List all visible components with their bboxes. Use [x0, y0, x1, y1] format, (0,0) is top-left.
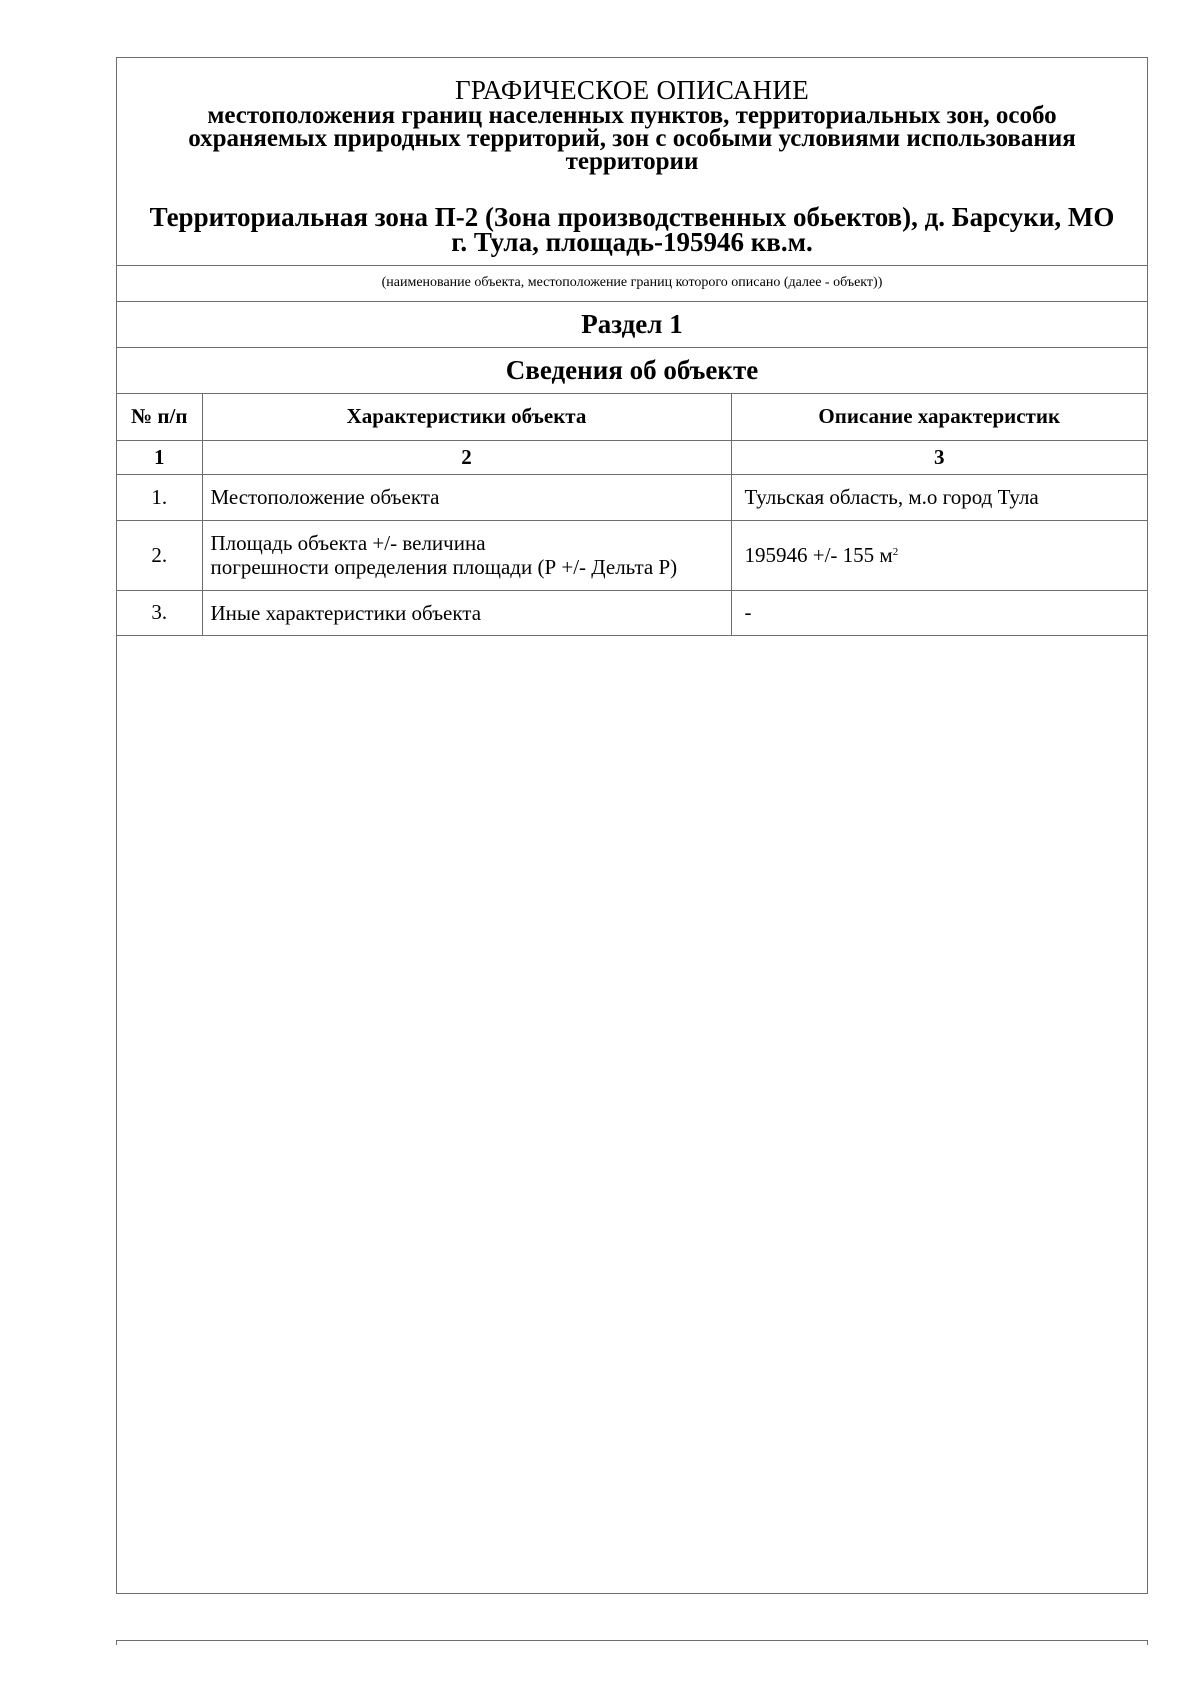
- footer-divider-tick: [116, 1640, 117, 1645]
- section-title: Сведения об объекте: [117, 348, 1147, 394]
- subtitle-line-3: территории: [565, 148, 699, 175]
- object-caption: (наименование объекта, местоположение границ которого описано (далее - объект)): [117, 266, 1147, 302]
- column-number-cell: 3: [731, 440, 1147, 474]
- area-value: 195946 +/- 155 м: [744, 542, 893, 567]
- object-info-table: [117, 394, 1147, 636]
- footer-divider-tick: [1147, 1640, 1148, 1645]
- table-row: [117, 590, 1147, 635]
- area-unit-exponent: 2: [892, 545, 899, 558]
- document-header: [117, 58, 1147, 266]
- row-number-cell: 2.: [117, 520, 202, 590]
- zone-name-line-2: г. Тула, площадь-195946 кв.м.: [451, 227, 813, 257]
- document-subtitle: [117, 104, 1147, 173]
- characteristic-line-2: погрешности определения площади (Р +/- Дельта Р): [210, 555, 678, 579]
- column-number-row: [117, 440, 1147, 474]
- subtitle-line-2: охраняемых природных территорий, зон с особыми условиями использования: [188, 125, 1076, 152]
- characteristic-cell: [202, 520, 731, 590]
- header-cell-description: Описание характеристик: [731, 394, 1147, 440]
- header-cell-characteristic: Характеристики объекта: [202, 394, 731, 440]
- row-number-cell: 1.: [117, 474, 202, 520]
- table-row: [117, 474, 1147, 520]
- characteristic-cell: Иные характеристики объекта: [202, 590, 731, 635]
- document-title: ГРАФИЧЕСКОЕ ОПИСАНИЕ: [454, 75, 810, 105]
- document-sheet: [116, 57, 1148, 1594]
- section-number: Раздел 1: [117, 302, 1147, 348]
- characteristic-line-1: Площадь объекта +/- величина: [210, 531, 486, 555]
- table-row: [117, 520, 1147, 590]
- description-cell: -: [731, 590, 1147, 635]
- zone-name: [117, 202, 1147, 257]
- zone-name-line-1: Территориальная зона П-2 (Зона производственных обьектов), д. Барсуки, МО: [149, 202, 1115, 232]
- description-cell: [731, 520, 1147, 590]
- table-header-row: [117, 394, 1147, 440]
- subtitle-line-1: местоположения границ населенных пунктов, территориальных зон, особо: [207, 102, 1057, 129]
- column-number-cell: 1: [117, 440, 202, 474]
- header-cell-number: № п/п: [117, 394, 202, 440]
- column-number-cell: 2: [202, 440, 731, 474]
- characteristic-cell: Местоположение объекта: [202, 474, 731, 520]
- description-cell: Тульская область, м.о город Тула: [731, 474, 1147, 520]
- row-number-cell: 3.: [117, 590, 202, 635]
- footer-divider: [116, 1640, 1148, 1641]
